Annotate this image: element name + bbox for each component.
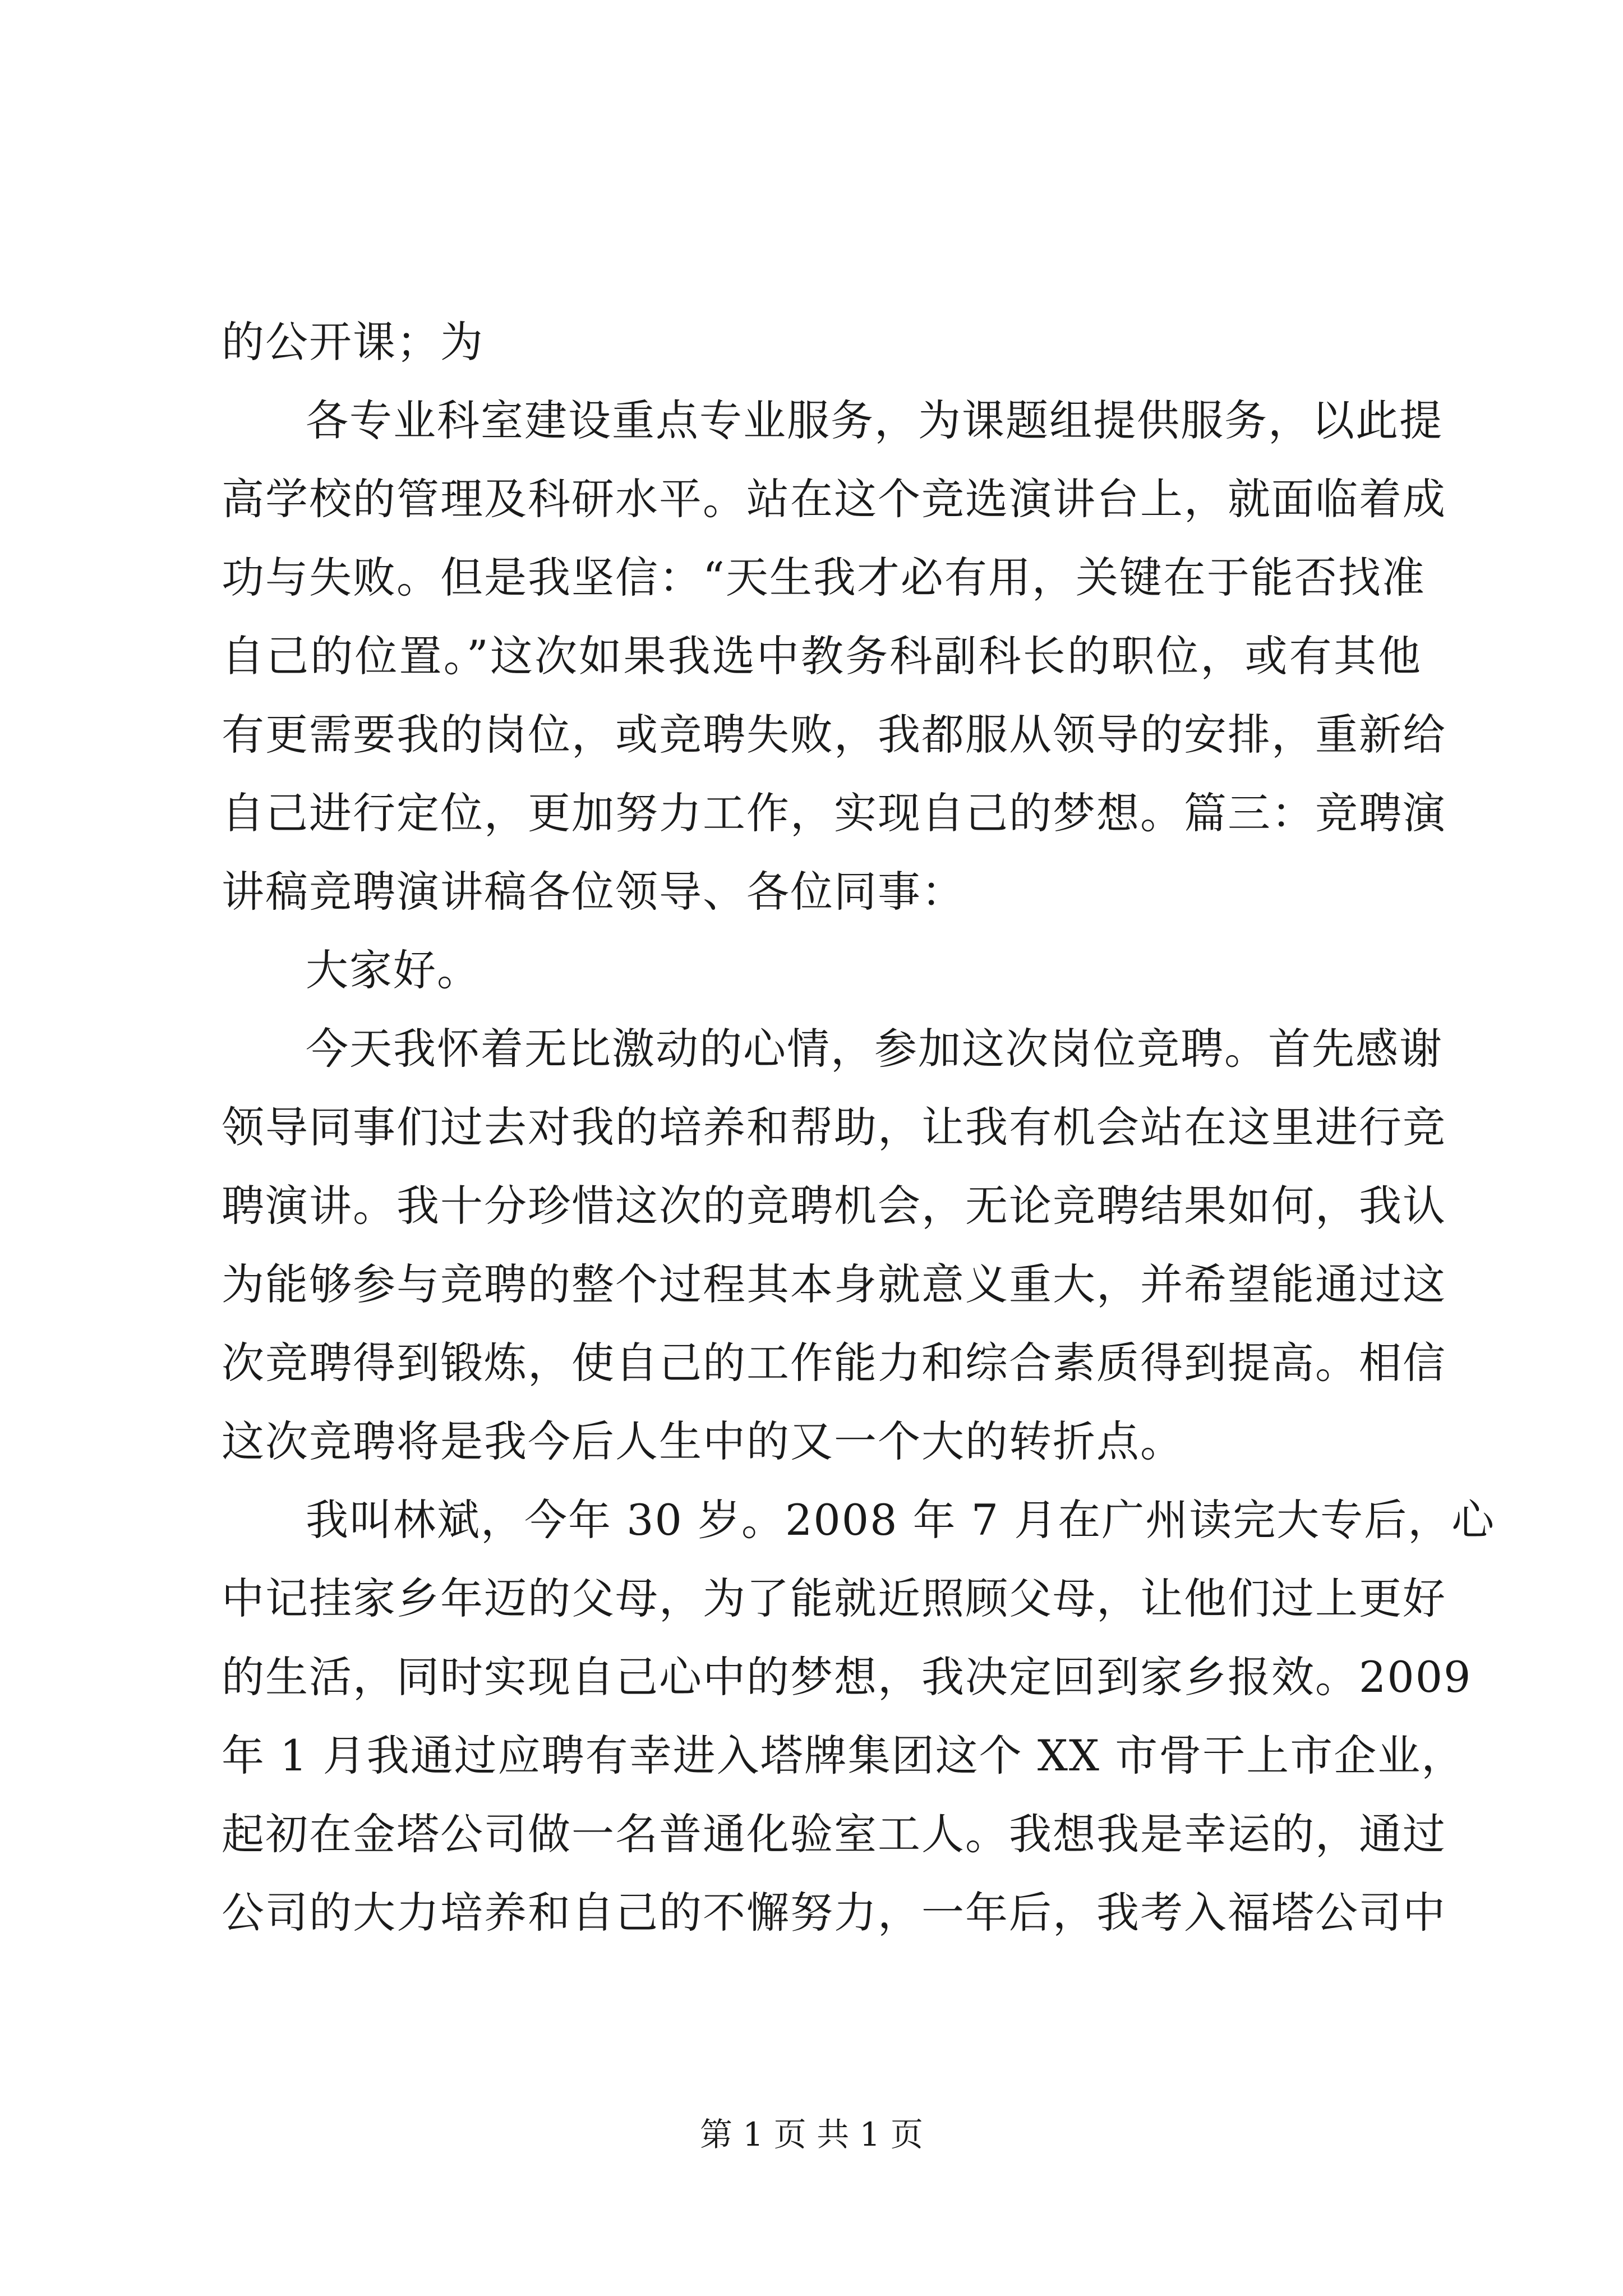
text-line: 次竞聘得到锻炼，使自己的工作能力和综合素质得到提高。相信 <box>222 1338 1446 1388</box>
text-line: 自己进行定位，更加努力工作，实现自己的梦想。篇三：竞聘演 <box>222 788 1446 838</box>
text-line: 领导同事们过去对我的培养和帮助，让我有机会站在这里进行竞 <box>222 1102 1446 1152</box>
paragraph-first-line: 我叫林斌，今年 30 岁。2008 年 7 月在广州读完大专后，心 <box>306 1495 1496 1545</box>
paragraph-first-line: 各专业科室建设重点专业服务，为课题组提供服务，以此提 <box>306 395 1443 445</box>
text-line: 为能够参与竞聘的整个过程其本身就意义重大，并希望能通过这 <box>222 1259 1446 1309</box>
text-line: 聘演讲。我十分珍惜这次的竞聘机会，无论竞聘结果如何，我认 <box>222 1181 1446 1231</box>
paragraph-first-line: 今天我怀着无比激动的心情，参加这次岗位竞聘。首先感谢 <box>306 1024 1443 1074</box>
text-line: 起初在金塔公司做一名普通化验室工人。我想我是幸运的，通过 <box>222 1809 1446 1859</box>
text-line: 高学校的管理及科研水平。站在这个竞选演讲台上，就面临着成 <box>222 474 1446 524</box>
text-line: 的生活，同时实现自己心中的梦想，我决定回到家乡报效。2009 <box>222 1652 1472 1702</box>
text-line: 有更需要我的岗位，或竞聘失败，我都服从领导的安排，重新给 <box>222 710 1446 760</box>
text-line: 功与失败。但是我坚信：“天生我才必有用，关键在于能否找准 <box>222 553 1426 602</box>
text-line: 公司的大力培养和自己的不懈努力，一年后，我考入福塔公司中 <box>222 1888 1446 1938</box>
text-line: 这次竞聘将是我今后人生中的又一个大的转折点。 <box>222 1416 1184 1466</box>
text-line: 的公开课；为 <box>222 317 484 367</box>
text-line: 自己的位置。”这次如果我选中教务科副科长的职位，或有其他 <box>222 631 1422 681</box>
greeting-line: 大家好。 <box>306 945 481 995</box>
text-line: 讲稿竞聘演讲稿各位领导、各位同事： <box>222 867 965 917</box>
text-line: 年 1 月我通过应聘有幸进入塔牌集团这个 XX 市骨干上市企业， <box>222 1731 1465 1780</box>
text-line: 中记挂家乡年迈的父母，为了能就近照顾父母，让他们过上更好 <box>222 1573 1446 1623</box>
page-number-footer: 第 1 页 共 1 页 <box>700 2115 923 2154</box>
